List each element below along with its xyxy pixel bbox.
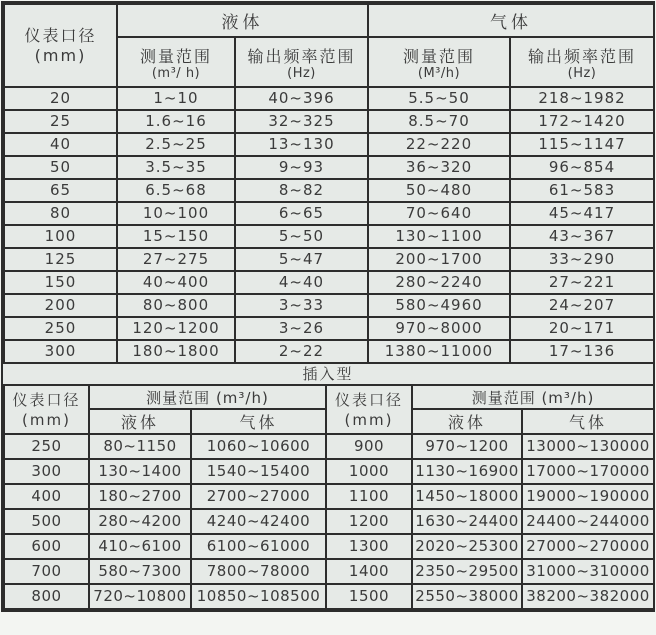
- insert-table-body: [4, 434, 654, 609]
- insert-left-liquid-header: 液体: [89, 409, 191, 434]
- cell-diameter-left: 300: [4, 459, 89, 484]
- insert-section-title: 插入型: [302, 365, 354, 383]
- main-spec-table: [3, 3, 655, 364]
- cell-diameter-right: 1300: [326, 534, 412, 559]
- cell-gas-range: 22~220: [368, 133, 510, 156]
- insert-left-range-header: 测量范围 (m³/h): [89, 385, 326, 409]
- cell-liquid-freq: 32~325: [235, 110, 368, 133]
- cell-gas-range: 5.5~50: [368, 87, 510, 110]
- cell-gas-range-right: 24400~244000: [522, 509, 654, 534]
- cell-diameter: 40: [4, 133, 117, 156]
- table-row: [4, 156, 654, 179]
- cell-gas-range-left: 10850~108500: [191, 584, 326, 609]
- cell-diameter-right: 1100: [326, 484, 412, 509]
- cell-liquid-range-right: 1630~24400: [412, 509, 522, 534]
- cell-gas-freq: 20~171: [510, 317, 654, 340]
- cell-gas-range-right: 19000~190000: [522, 484, 654, 509]
- cell-gas-range-right: 31000~310000: [522, 559, 654, 584]
- cell-gas-range: 8.5~70: [368, 110, 510, 133]
- cell-liquid-range-left: 80~1150: [89, 434, 191, 459]
- gas-group-header: 气体: [368, 4, 654, 37]
- cell-gas-freq: 115~1147: [510, 133, 654, 156]
- cell-liquid-range-right: 970~1200: [412, 434, 522, 459]
- cell-gas-freq: 45~417: [510, 202, 654, 225]
- table-row: [4, 225, 654, 248]
- cell-liquid-range: 40~400: [117, 271, 235, 294]
- cell-diameter-left: 800: [4, 584, 89, 609]
- table-row: [4, 110, 654, 133]
- cell-gas-range-left: 6100~61000: [191, 534, 326, 559]
- cell-liquid-freq: 9~93: [235, 156, 368, 179]
- cell-liquid-freq: 5~50: [235, 225, 368, 248]
- table-row: [4, 459, 654, 484]
- cell-liquid-range-left: 580~7300: [89, 559, 191, 584]
- cell-gas-range: 130~1100: [368, 225, 510, 248]
- cell-gas-range-right: 38200~382000: [522, 584, 654, 609]
- cell-diameter-left: 600: [4, 534, 89, 559]
- main-diameter-label: 仪表口径: [24, 25, 97, 45]
- cell-gas-range: 36~320: [368, 156, 510, 179]
- table-row: [4, 484, 654, 509]
- cell-diameter: 125: [4, 248, 117, 271]
- cell-gas-range: 1380~11000: [368, 340, 510, 363]
- cell-liquid-range-left: 280~4200: [89, 509, 191, 534]
- table-row: [4, 434, 654, 459]
- insert-right-diameter-header: 仪表口径 (mm): [326, 385, 412, 434]
- cell-liquid-range: 3.5~35: [117, 156, 235, 179]
- insert-right-liquid-header: 液体: [412, 409, 522, 434]
- cell-gas-range: 280~2240: [368, 271, 510, 294]
- cell-diameter-right: 900: [326, 434, 412, 459]
- cell-diameter-left: 700: [4, 559, 89, 584]
- cell-liquid-range: 180~1800: [117, 340, 235, 363]
- cell-liquid-range-right: 2020~25300: [412, 534, 522, 559]
- cell-liquid-range-right: 2350~29500: [412, 559, 522, 584]
- cell-liquid-freq: 4~40: [235, 271, 368, 294]
- main-diameter-header: [4, 4, 117, 87]
- cell-gas-range-right: 17000~170000: [522, 459, 654, 484]
- cell-diameter-left: 500: [4, 509, 89, 534]
- cell-gas-range-right: 27000~270000: [522, 534, 654, 559]
- cell-gas-range: 200~1700: [368, 248, 510, 271]
- table-row: [4, 534, 654, 559]
- cell-diameter: 250: [4, 317, 117, 340]
- liquid-group-header: 液体: [117, 4, 368, 37]
- cell-gas-range-left: 1540~15400: [191, 459, 326, 484]
- cell-liquid-range: 15~150: [117, 225, 235, 248]
- table-row: [4, 87, 654, 110]
- table-row: [4, 248, 654, 271]
- cell-gas-range: 70~640: [368, 202, 510, 225]
- gas-freq-range-header: 输出频率范围 (Hz): [510, 37, 654, 87]
- cell-liquid-range: 1~10: [117, 87, 235, 110]
- main-diameter-unit: (mm): [34, 45, 87, 65]
- cell-liquid-freq: 13~130: [235, 133, 368, 156]
- cell-diameter-right: 1000: [326, 459, 412, 484]
- cell-gas-freq: 33~290: [510, 248, 654, 271]
- cell-diameter-left: 250: [4, 434, 89, 459]
- cell-gas-freq: 24~207: [510, 294, 654, 317]
- flowmeter-spec-sheet: [1, 1, 655, 612]
- cell-liquid-freq: 40~396: [235, 87, 368, 110]
- cell-diameter: 80: [4, 202, 117, 225]
- cell-gas-freq: 43~367: [510, 225, 654, 248]
- table-row: [4, 271, 654, 294]
- cell-diameter: 100: [4, 225, 117, 248]
- cell-diameter-right: 1400: [326, 559, 412, 584]
- main-table-header: [4, 4, 654, 87]
- cell-gas-freq: 17~136: [510, 340, 654, 363]
- cell-liquid-range-left: 180~2700: [89, 484, 191, 509]
- insert-table-header: [4, 385, 654, 434]
- cell-gas-range-left: 7800~78000: [191, 559, 326, 584]
- cell-liquid-range-left: 130~1400: [89, 459, 191, 484]
- cell-liquid-range: 2.5~25: [117, 133, 235, 156]
- gas-measure-range-header: 测量范围 (M³/h): [368, 37, 510, 87]
- main-table-body: [4, 87, 654, 363]
- table-row: [4, 559, 654, 584]
- cell-liquid-range-right: 2550~38000: [412, 584, 522, 609]
- table-row: [4, 179, 654, 202]
- cell-gas-range-left: 2700~27000: [191, 484, 326, 509]
- cell-diameter: 50: [4, 156, 117, 179]
- insert-right-range-header: 测量范围 (m³/h): [412, 385, 654, 409]
- cell-liquid-freq: 5~47: [235, 248, 368, 271]
- cell-liquid-freq: 8~82: [235, 179, 368, 202]
- table-row: [4, 584, 654, 609]
- cell-gas-range-right: 13000~130000: [522, 434, 654, 459]
- cell-diameter: 200: [4, 294, 117, 317]
- cell-liquid-range: 120~1200: [117, 317, 235, 340]
- cell-liquid-range-left: 410~6100: [89, 534, 191, 559]
- cell-liquid-range: 27~275: [117, 248, 235, 271]
- cell-liquid-freq: 6~65: [235, 202, 368, 225]
- cell-liquid-freq: 2~22: [235, 340, 368, 363]
- cell-liquid-range: 6.5~68: [117, 179, 235, 202]
- cell-diameter: 150: [4, 271, 117, 294]
- cell-liquid-range-right: 1130~16900: [412, 459, 522, 484]
- cell-diameter-left: 400: [4, 484, 89, 509]
- cell-gas-range: 50~480: [368, 179, 510, 202]
- cell-liquid-range: 80~800: [117, 294, 235, 317]
- table-row: [4, 340, 654, 363]
- cell-liquid-range-right: 1450~18000: [412, 484, 522, 509]
- table-row: [4, 133, 654, 156]
- cell-liquid-freq: 3~33: [235, 294, 368, 317]
- cell-liquid-range: 1.6~16: [117, 110, 235, 133]
- cell-liquid-range-left: 720~10800: [89, 584, 191, 609]
- cell-diameter: 25: [4, 110, 117, 133]
- table-row: [4, 509, 654, 534]
- cell-diameter: 65: [4, 179, 117, 202]
- table-row: [4, 294, 654, 317]
- table-row: [4, 202, 654, 225]
- cell-gas-freq: 218~1982: [510, 87, 654, 110]
- cell-gas-range-left: 1060~10600: [191, 434, 326, 459]
- insert-spec-table: [3, 384, 655, 610]
- liquid-measure-range-header: 测量范围 (m³/ h): [117, 37, 235, 87]
- cell-gas-freq: 61~583: [510, 179, 654, 202]
- table-row: [4, 317, 654, 340]
- insert-left-diameter-header: 仪表口径 (mm): [4, 385, 89, 434]
- cell-liquid-range: 10~100: [117, 202, 235, 225]
- cell-diameter-right: 1500: [326, 584, 412, 609]
- cell-diameter: 300: [4, 340, 117, 363]
- cell-liquid-freq: 3~26: [235, 317, 368, 340]
- cell-gas-freq: 27~221: [510, 271, 654, 294]
- cell-diameter: 20: [4, 87, 117, 110]
- liquid-freq-range-header: 输出频率范围 (Hz): [235, 37, 368, 87]
- cell-diameter-right: 1200: [326, 509, 412, 534]
- cell-gas-range: 970~8000: [368, 317, 510, 340]
- cell-gas-range-left: 4240~42400: [191, 509, 326, 534]
- cell-gas-range: 580~4960: [368, 294, 510, 317]
- cell-gas-freq: 96~854: [510, 156, 654, 179]
- insert-right-gas-header: 气体: [522, 409, 654, 434]
- cell-gas-freq: 172~1420: [510, 110, 654, 133]
- insert-left-gas-header: 气体: [191, 409, 326, 434]
